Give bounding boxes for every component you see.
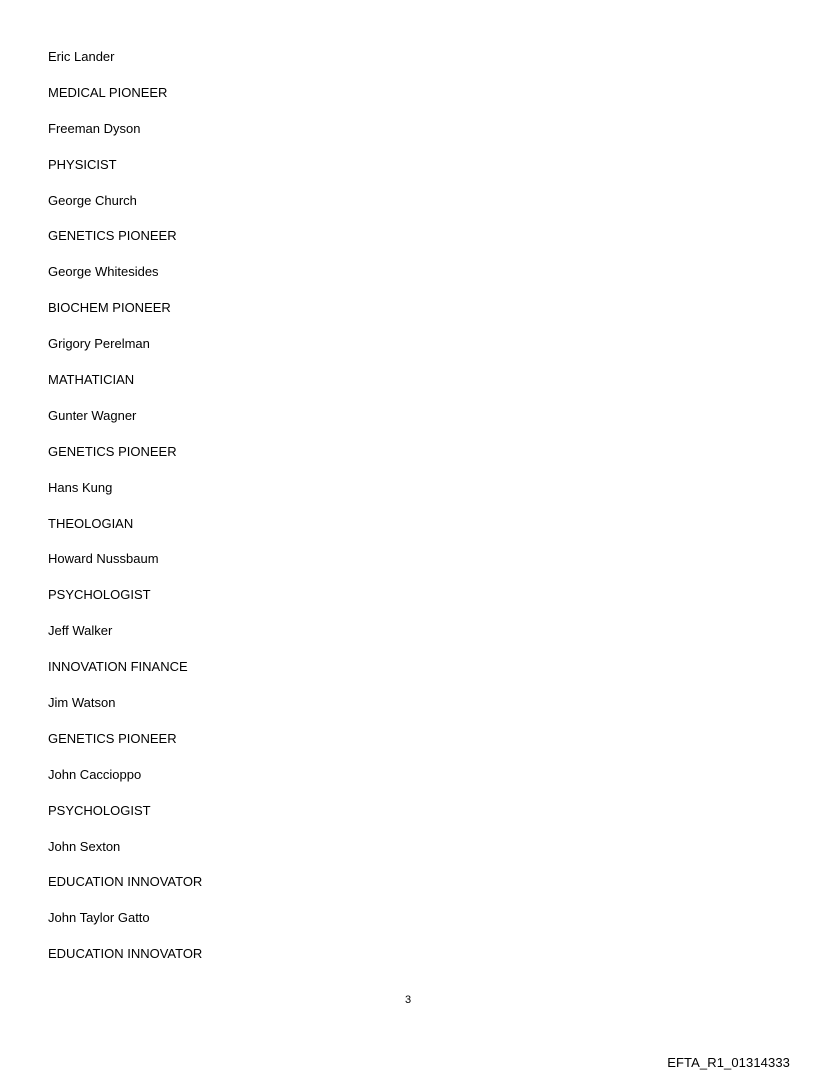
- entry-name: Eric Lander: [48, 49, 115, 64]
- document-id: EFTA_R1_01314333: [667, 1055, 790, 1070]
- entry-name: Gunter Wagner: [48, 407, 137, 423]
- entry-role: PSYCHOLOGIST: [48, 587, 151, 603]
- entry-role: PHYSICIST: [48, 156, 117, 172]
- entry-name: John Taylor Gatto: [48, 910, 150, 926]
- entry-name: George Whitesides: [48, 264, 159, 280]
- entry-name: George Church: [48, 192, 137, 208]
- page-number: 3: [404, 994, 412, 1006]
- entry-name: Howard Nussbaum: [48, 551, 159, 567]
- entry-name: Freeman Dyson: [48, 120, 141, 136]
- entry-name: John Caccioppo: [48, 766, 142, 782]
- entry-role: THEOLOGIAN: [48, 515, 134, 531]
- entry-role: EDUCATION INNOVATOR: [48, 946, 203, 962]
- entry-list: [48, 48, 202, 981]
- entry-role: GENETICS PIONEER: [48, 443, 177, 459]
- entry-name: John Sexton: [48, 838, 121, 854]
- entry-role: MEDICAL PIONEER: [48, 84, 168, 100]
- entry-role: GENETICS PIONEER: [48, 730, 177, 746]
- entry-role: PSYCHOLOGIST: [48, 802, 151, 818]
- entry-name: Jim Watson: [48, 695, 116, 711]
- entry-name: Grigory Perelman: [48, 336, 150, 352]
- entry-role: INNOVATION FINANCE: [48, 659, 188, 675]
- entry-role: EDUCATION INNOVATOR: [48, 874, 203, 890]
- entry-role: GENETICS PIONEER: [48, 228, 177, 244]
- entry-name: Hans Kung: [48, 479, 113, 495]
- entry-role: MATHATICIAN: [48, 372, 135, 388]
- entry-name: Jeff Walker: [48, 623, 113, 639]
- entry-role: BIOCHEM PIONEER: [48, 300, 171, 316]
